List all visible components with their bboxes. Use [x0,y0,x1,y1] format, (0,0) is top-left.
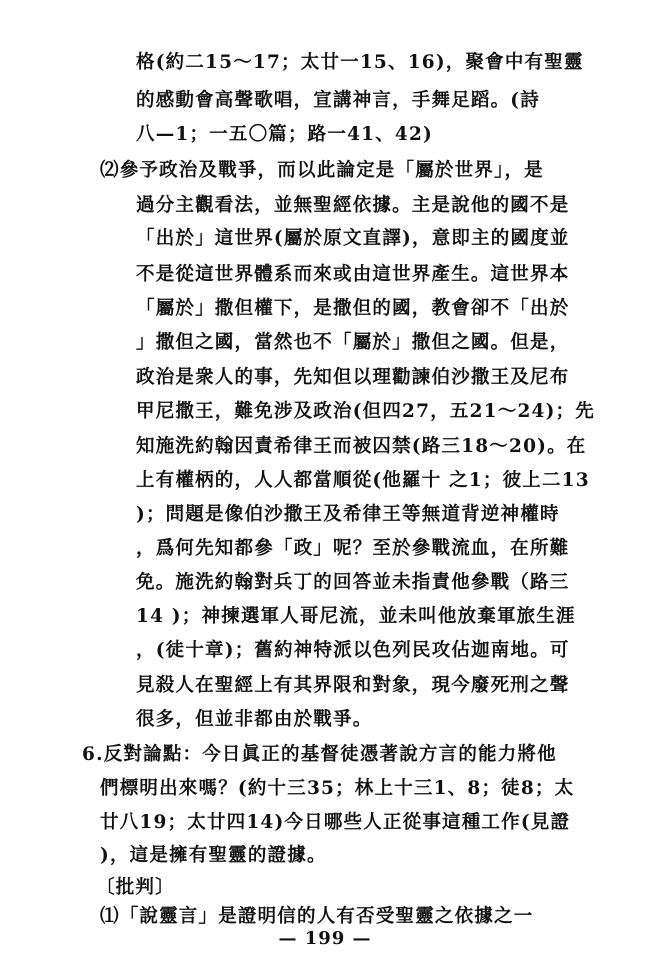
critique-heading: 〔批判〕 [96,877,175,898]
text-line: 見殺人在聖經上有其界限和對象，現今廢死刑之聲 [136,675,570,696]
text-line: 政治是衆人的事，先知但以理勸諫伯沙撒王及尼布 [136,367,570,388]
text-line: )，這是擁有聖靈的證據。 [100,845,327,866]
text-line: )；問題是像伯沙撒王及希律王等無道背逆神權時 [136,504,560,525]
text-line: 知施洗約翰因責希律王而被囚禁(路三18～20)。在 [136,436,587,457]
page-number: — 199 — [278,928,372,949]
text-line: 14 )；神揀選軍人哥尼流，並未叫他放棄軍旅生涯 [136,606,576,627]
section-heading: 6.反對論點：今日眞正的基督徒憑著說方言的能力將他 [82,744,557,765]
text-line: ，爲何先知都參「政」呢？至於參戰流血，在所難 [136,538,570,559]
text-line: 上有權柄的，人人都當順從(他羅十 之1；彼上二13 [136,470,590,491]
text-line: 格(約二15～17；太廿一15、16)，聚會中有聖靈 [136,52,584,73]
text-line: 們標明出來嗎？(約十三35；林上十三1、8；徒8；太 [100,778,575,799]
text-line: 甲尼撒王，難免涉及政治(但四27，五21～24)；先 [136,401,595,422]
text-line: 的感動會高聲歌唱，宣講神言，手舞足蹈。(詩 [136,90,540,111]
text-line: ，(徒十章)；舊約神特派以色列民攻佔迦南地。可 [136,640,570,661]
text-line: 廿八19；太廿四14)今日哪些人正從事這種工作(見證 [100,812,571,833]
text-line: ⑴「說靈言」是證明信的人有否受聖靈之依據之一 [100,906,534,927]
text-line: 「出於」這世界(屬於原文直譯)，意即主的國度並 [136,228,570,249]
text-line: 很多，但並非都由於戰爭。 [136,709,373,730]
text-line: 八—1；一五〇篇；路一41、42) [136,124,434,145]
text-line: 過分主觀看法，並無聖經依據。主是說他的國不是 [136,195,570,216]
text-line: 」撒但之國，當然也不「屬於」撒但之國。但是， [136,332,570,353]
text-line: 不是從這世界體系而來或由這世界產生。這世界本 [136,264,570,285]
text-line: 免。施洗約翰對兵丁的回答並未指責他參戰（路三 [136,572,570,593]
text-line: ⑵參予政治及戰爭，而以此論定是「屬於世界」，是 [100,160,544,181]
text-line: 「屬於」撒但權下，是撒但的國，教會卻不「出於 [136,298,570,319]
